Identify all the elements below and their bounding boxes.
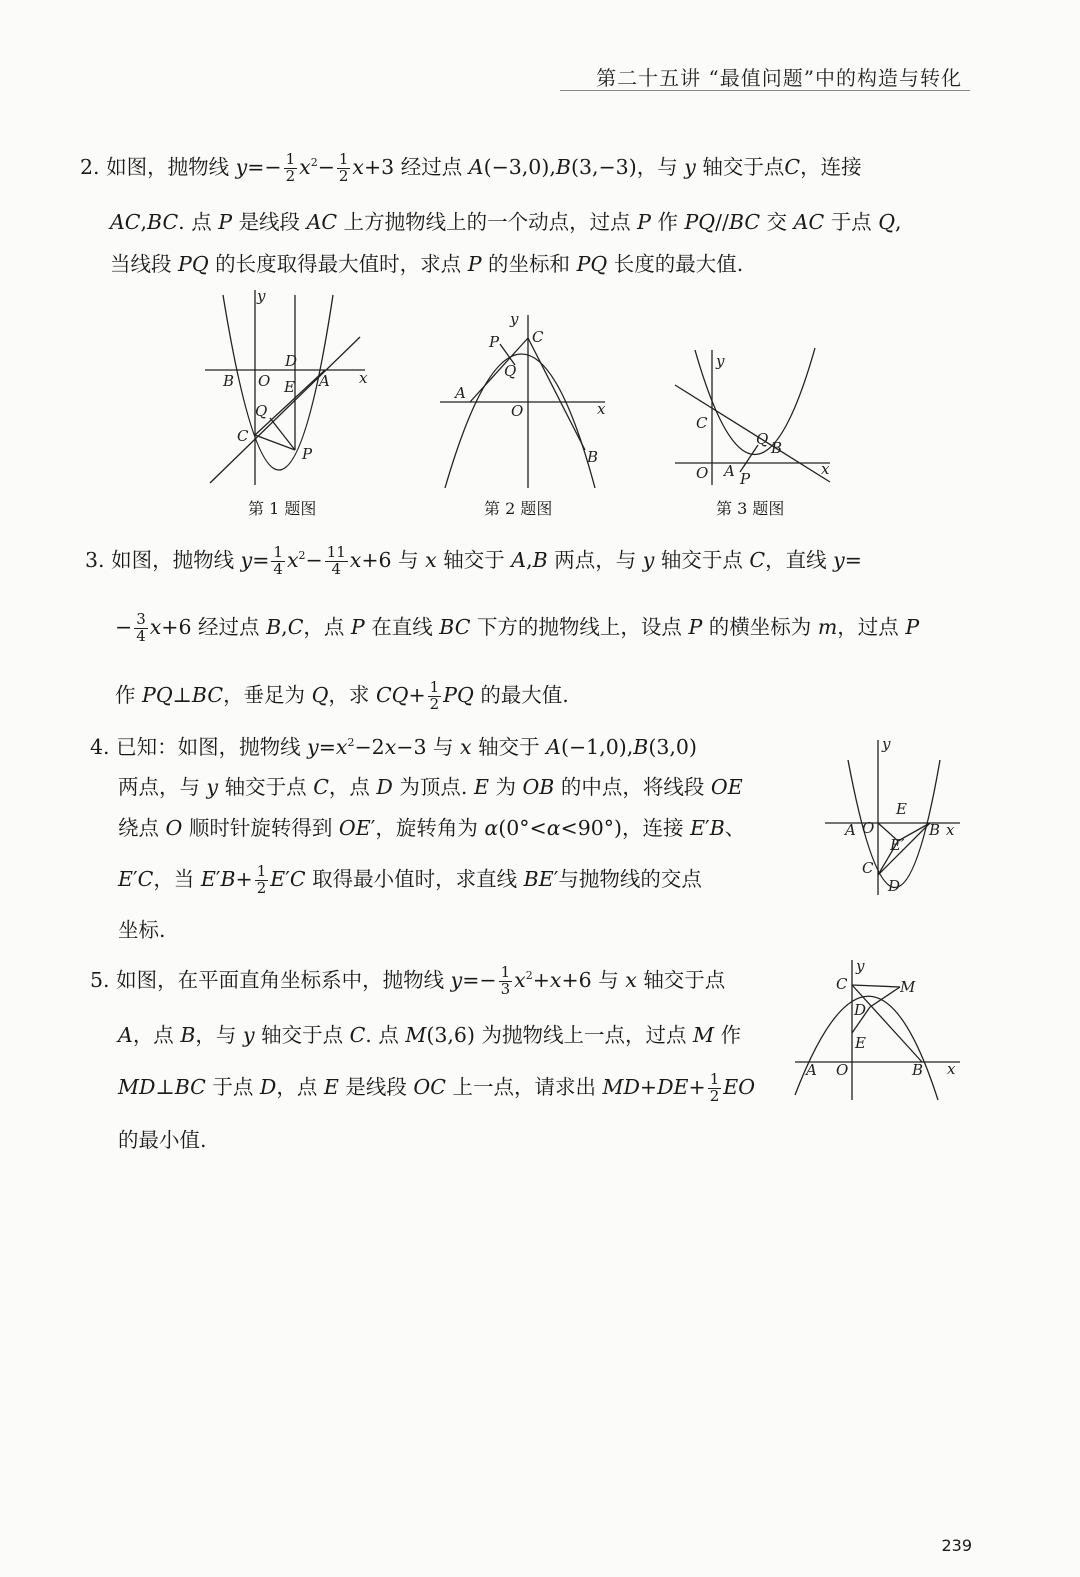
problem3-line3-a: 作 <box>115 682 136 707</box>
problem4-line2-d: 为顶点. <box>399 775 468 799</box>
fig2-parabola <box>445 354 595 488</box>
fig2-line-cb <box>528 338 585 450</box>
problem2-text4: 轴交于点 <box>702 154 785 179</box>
fig5-label-c: C <box>836 975 848 993</box>
fig3-label-b: B <box>771 439 783 457</box>
problem5-line4: 的最小值. <box>118 1128 207 1152</box>
fig5-line-cm <box>852 985 900 987</box>
fig1-label-o: O <box>258 372 271 390</box>
fig2-label-y: y <box>510 310 519 328</box>
problem3-line2-f: ，过点 <box>837 614 899 639</box>
problem5-line3-d: 上一点，请求出 <box>452 1074 596 1099</box>
problem2-line3-b: 的长度取得最大值时，求点 <box>215 252 462 276</box>
problem5-line1-b: 与 <box>598 967 619 992</box>
problem3-line2-b: ，点 <box>303 614 345 639</box>
fig3-line-pq <box>740 445 758 472</box>
problem2-line2-d: 交 <box>766 210 788 234</box>
fig2-caption: 第 2 题图 <box>484 499 553 518</box>
problem5-line1-c: 轴交于点 <box>643 967 726 992</box>
problem3-line3-c: ，求 <box>328 682 370 707</box>
fig3-label-q: Q <box>756 430 769 448</box>
problem4-line3-d: ，连接 <box>622 816 684 840</box>
problem3-line2-e: 的横坐标为 <box>708 614 812 639</box>
problem3-text5: 轴交于点 <box>660 547 743 572</box>
problem5-line2-b: ，与 <box>195 1023 237 1047</box>
fig3-label-o: O <box>696 464 709 482</box>
fig5-label-a: A <box>806 1061 817 1079</box>
problem3-text1: 如图，抛物线 <box>111 547 235 572</box>
problem4-line3-b: 顺时针旋转得到 <box>188 816 333 840</box>
fig4-label-c: C <box>862 859 874 877</box>
problem5-line3-a: 于点 <box>212 1074 254 1099</box>
fig5-label-b: B <box>912 1061 924 1079</box>
fig3-label-a: A <box>724 462 735 480</box>
fig3-label-c: C <box>696 414 708 432</box>
problem4-line3: 绕点 O 顺时针旋转得到 OE′，旋转角为 α(0°<α<90°)，连接 E′B、 <box>118 816 746 840</box>
problem5-line2-a: ，点 <box>132 1023 174 1047</box>
fig2-label-x: x <box>597 400 606 418</box>
problem5-number: 5. <box>90 967 110 992</box>
chapter-header: 第二十五讲 “最值问题”中的构造与转化 <box>596 66 962 90</box>
problem2-line3-c: 的坐标和 <box>488 252 571 276</box>
problem4-line2-f: 的中点，将线段 <box>560 775 705 799</box>
problem3-line3-d: 的最大值. <box>480 682 569 707</box>
fig5-label-m: M <box>900 978 916 996</box>
problem3-text2: 与 <box>398 547 419 572</box>
problem2-line3: 当线段 PQ 的长度取得最大值时，求点 P 的坐标和 PQ 长度的最大值. <box>110 252 744 276</box>
problem2-line2: AC,BC. 点 P 是线段 AC 上方抛物线上的一个动点，过点 P 作 PQ//BC 交 AC 于点 Q, <box>110 210 902 234</box>
fig4-label-a: A <box>845 821 856 839</box>
problem2-line2-e: 于点 <box>830 210 872 234</box>
problem4-line4-a: ，当 <box>153 866 195 891</box>
fig1-label-q: Q <box>255 402 268 420</box>
fig5-label-e: E <box>855 1034 866 1052</box>
fig1-label-b: B <box>223 372 235 390</box>
problem3-line2-d: 下方的抛物线上，设点 <box>476 614 682 639</box>
problem4-line3-a: 绕点 <box>118 816 159 840</box>
problem3-line2-a: 经过点 <box>198 614 260 639</box>
page-number: 239 <box>941 1536 972 1555</box>
fig4-label-y: y <box>882 735 891 753</box>
problem4-number: 4. <box>90 735 110 759</box>
problem5-line2-f: 作 <box>720 1023 742 1047</box>
problem4-line3-c: ，旋转角为 <box>375 816 478 840</box>
problem3-text6: ，直线 <box>765 547 827 572</box>
problem5-line2-c: 轴交于点 <box>261 1023 344 1047</box>
problem4-line1-c: 轴交于 <box>478 735 540 759</box>
problem2-text2: 经过点 <box>400 154 463 179</box>
problem5-line1-a: 如图，在平面直角坐标系中，抛物线 <box>116 967 445 992</box>
problem4-line1-b: 与 <box>433 735 454 759</box>
problem5-line3-c: 是线段 <box>345 1074 407 1099</box>
problem4-line4-c: 与抛物线的交点 <box>558 866 702 891</box>
problem3-line2-c: 在直线 <box>371 614 433 639</box>
fig4-label-b: B <box>929 821 941 839</box>
problem4-line2: 两点，与 y 轴交于点 C，点 D 为顶点. E 为 OB 的中点，将线段 OE <box>118 775 743 799</box>
problem2-text1: 如图，抛物线 <box>106 154 230 179</box>
problem3-text4: 两点，与 <box>554 547 637 572</box>
fig4-label-x: x <box>946 821 955 839</box>
fig5-label-d: D <box>854 1001 867 1019</box>
fig2-label-c: C <box>532 328 544 346</box>
problem3-line2: − $\frac{3}{4}$ x+6 经过点 B,C，点 P 在直线 BC 下方的抛物线上，设点 P 的横坐标为 m，过点 P <box>115 610 920 645</box>
problem5-line2: A，点 B，与 y 轴交于点 C. 点 M(3,6) 为抛物线上一点，过点 M 作 <box>118 1023 742 1047</box>
problem4-line1-a: 已知：如图，抛物线 <box>116 735 301 759</box>
fig3-label-p: P <box>740 470 751 488</box>
figure-3 <box>670 340 840 490</box>
fig3-label-x: x <box>821 460 830 478</box>
fig5-label-y: y <box>856 957 865 975</box>
fig2-label-q: Q <box>504 362 517 380</box>
fig2-label-a: A <box>455 384 466 402</box>
fig2-label-b: B <box>587 448 599 466</box>
problem4-line2-c: ，点 <box>328 775 370 799</box>
fig4-label-e: E <box>896 800 907 818</box>
problem5-line2-d: . 点 <box>365 1023 399 1047</box>
problem2-line2-b: 上方抛物线上的一个动点，过点 <box>343 210 631 234</box>
fig3-parabola <box>695 348 815 455</box>
problem3-number: 3. <box>85 547 105 572</box>
fig1-label-a: A <box>319 372 330 390</box>
problem4-line1: 4. 已知：如图，抛物线 $y=x^2-2x-3$ 与 x 轴交于 A(−1,0),B(3,0) <box>90 735 697 759</box>
fig4-label-d: D <box>888 877 901 895</box>
fig3-label-y: y <box>716 352 725 370</box>
problem3-text3: 轴交于 <box>443 547 505 572</box>
problem5-line3-b: ，点 <box>276 1074 318 1099</box>
problem2-line3-d: 长度的最大值. <box>613 252 744 276</box>
problem2-text5: ，连接 <box>800 154 862 179</box>
problem2-line2-a: 是线段 <box>238 210 301 234</box>
fig4-label-e-prime: E′ <box>890 836 905 854</box>
fig5-label-o: O <box>836 1061 849 1079</box>
problem5-line2-e: 为抛物线上一点，过点 <box>481 1023 687 1047</box>
fig4-label-o: O <box>862 819 875 837</box>
fig2-label-o: O <box>511 402 524 420</box>
fig1-caption: 第 1 题图 <box>248 499 317 518</box>
problem2-line3-a: 当线段 <box>110 252 172 276</box>
figure-5 <box>790 955 965 1103</box>
problem4-line2-a: 两点，与 <box>118 775 200 799</box>
problem3-line3: 作 PQ⊥BC，垂足为 Q，求 CQ+ $\frac{1}{2}$ PQ 的最大值. <box>115 678 569 713</box>
problem3-line3-b: ，垂足为 <box>223 682 306 707</box>
fig5-label-x: x <box>947 1060 956 1078</box>
fig2-label-p: P <box>489 333 500 351</box>
fig1-label-e: E <box>284 378 295 396</box>
fig3-caption: 第 3 题图 <box>716 499 785 518</box>
problem2-text3: 与 <box>657 154 678 179</box>
problem2-line1: 2. 如图，抛物线 y=− $\frac{1}{2}$ $x^2-$ $\frac{1}{2}$ x+3 经过点 A(−3,0),B(3,−3)，与 y 轴交于点C，连接 <box>80 150 862 185</box>
fig1-label-y: y <box>257 287 266 305</box>
fig1-label-d: D <box>285 352 298 370</box>
problem5-line3: MD⊥BC 于点 D，点 E 是线段 OC 上一点，请求出 MD+DE+ $\frac{1}{2}$ EO <box>118 1070 756 1105</box>
problem2-number: 2. <box>80 154 100 179</box>
problem4-line2-e: 为 <box>495 775 516 799</box>
problem4-line2-b: 轴交于点 <box>224 775 307 799</box>
fig1-label-x: x <box>359 369 368 387</box>
figure-2 <box>435 310 615 490</box>
fig1-label-p: P <box>302 445 313 463</box>
header-rule <box>560 90 970 91</box>
figure-1 <box>195 285 380 490</box>
problem3-line1: 3. 如图，抛物线 y= $\frac{1}{4}$ $x^2-$ $\frac{11}{4}$ x+6 与 x 轴交于 A,B 两点，与 y 轴交于点 C，直线 y= <box>85 543 862 578</box>
problem5-line1: 5. 如图，在平面直角坐标系中，抛物线 y=− $\frac{1}{3}$ $x^2+x+6$ 与 x 轴交于点 <box>90 963 726 998</box>
problem4-line4-b: 取得最小值时，求直线 <box>312 866 518 891</box>
problem2-line2-c: 作 <box>657 210 678 234</box>
figure-4 <box>820 735 965 900</box>
problem4-line5: 坐标. <box>118 918 166 942</box>
fig1-label-c: C <box>237 427 249 445</box>
problem4-line4: E′C，当 E′B+ $\frac{1}{2}$ E′C 取得最小值时，求直线 BE′与抛物线的交点 <box>118 862 702 897</box>
